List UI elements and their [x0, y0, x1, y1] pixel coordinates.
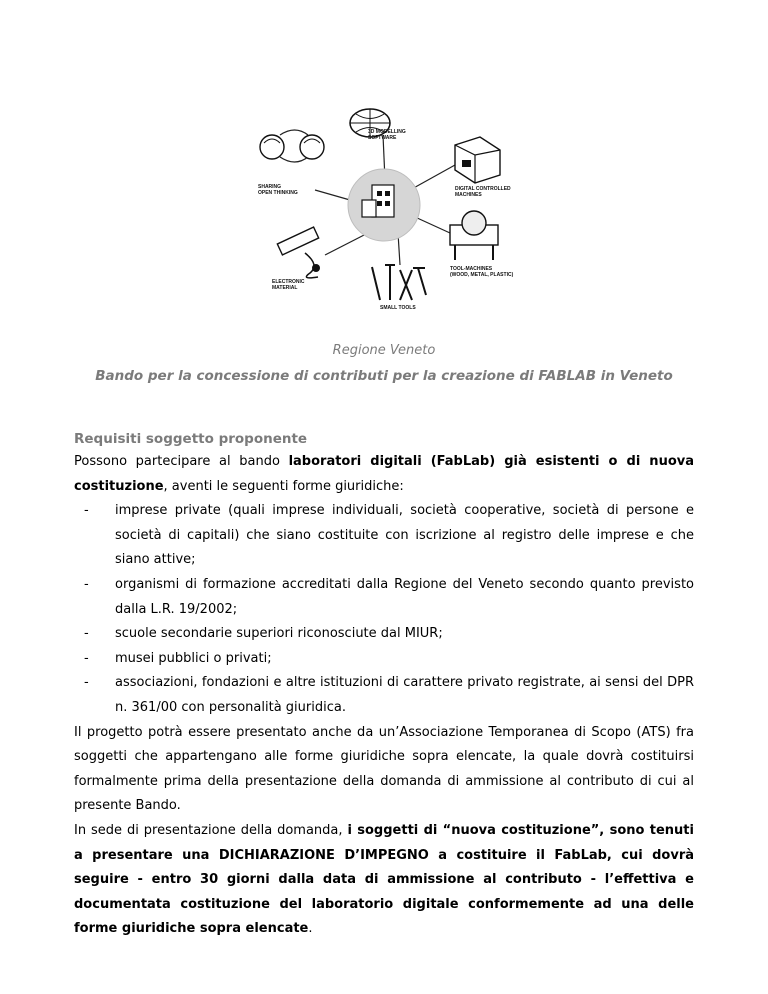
- list-item: [74, 622, 694, 647]
- intro-bold: laboratori digitali (FabLab) già esistenti o di nuova costituzione: [74, 454, 694, 494]
- label-3d-modelling: 3D MODELLING: [368, 129, 406, 135]
- label-tool-machines: TOOL-MACHINES: [450, 266, 493, 272]
- obligation-text-2: .: [308, 921, 313, 937]
- list-dash: -: [84, 576, 89, 592]
- list-dash: -: [84, 626, 89, 642]
- list-dash: -: [84, 675, 89, 691]
- list-item: [74, 647, 694, 672]
- eligible-entities-list: [74, 499, 694, 720]
- list-item-text: associazioni, fondazioni e altre istituzioni di carattere privato registrate, ai sensi del DPR n. 361/00 con personalità giuridica.: [115, 675, 694, 715]
- list-item-text: organismi di formazione accreditati dalla Regione del Veneto secondo quanto previsto dalla L.R. 19/2002;: [115, 576, 694, 617]
- label-digital-machines: DIGITAL CONTROLLED: [455, 186, 511, 192]
- electronic-material-icon: [277, 227, 320, 278]
- list-item: [74, 499, 694, 573]
- document-title: Bando per la concessione di contributi per la creazione di FABLAB in Veneto: [95, 368, 673, 384]
- label-3d-modelling-2: SOFTWARE: [368, 135, 397, 141]
- section-heading: Requisiti soggetto proponente: [74, 431, 308, 447]
- label-digital-machines-2: MACHINES: [455, 192, 482, 198]
- label-tool-machines-2: (WOOD, METAL, PLASTIC): [450, 272, 514, 278]
- list-item: [74, 573, 694, 622]
- label-small-tools: SMALL TOOLS: [380, 305, 416, 311]
- intro-text-1: Possono partecipare al bando: [74, 454, 289, 469]
- ats-paragraph: Il progetto potrà essere presentato anche da un’Associazione Temporanea di Scopo (ATS) fra soggetti che appartengano alle forme giuridiche sopra elencate, la quale dovrà costituirsi formalmente prima della presentazione della domanda di ammissione al contributo di cui al presente Bando.: [74, 724, 694, 814]
- fablab-diagram: [250, 105, 520, 315]
- list-item-text: imprese private (quali imprese individuali, società cooperative, società di persone e società di capitali) che siano costituite con iscrizione al registro delle imprese e che siano attive;: [115, 503, 694, 568]
- list-item: [74, 671, 694, 720]
- digital-machine-icon: [455, 137, 500, 183]
- label-sharing: SHARING: [258, 184, 282, 190]
- fablab-building-icon: [348, 169, 420, 241]
- label-electronic-2: MATERIAL: [272, 285, 298, 291]
- intro-text-2: , aventi le seguenti forme giuridiche:: [163, 478, 404, 494]
- fablab-diagram-illustration: [250, 105, 520, 315]
- region-heading: Regione Veneto: [332, 343, 436, 358]
- sharing-heads-icon: [260, 135, 324, 159]
- intro-paragraph: [74, 450, 694, 499]
- obligation-bold: i soggetti di “nuova costituzione”, sono tenuti a presentare una DICHIARAZIONE D’IMPEGNO a costituire il FabLab, cui dovrà seguire - entro 30 giorni dalla data di ammissione al contributo - l’effettiva e documentata costituzione del laboratorio digitale conformemente ad una delle forme giuridiche sopra elencate: [74, 822, 694, 937]
- section-body: [74, 450, 694, 942]
- label-electronic: ELECTRONIC: [272, 279, 305, 285]
- list-dash: -: [84, 650, 89, 666]
- tool-machine-icon: [450, 211, 498, 260]
- list-dash: -: [84, 503, 89, 519]
- small-tools-icon: [372, 265, 426, 300]
- list-item-text: scuole secondarie superiori riconosciute dal MIUR;: [115, 626, 443, 642]
- obligation-paragraph: [74, 819, 694, 942]
- obligation-text-1: In sede di presentazione della domanda,: [74, 822, 348, 838]
- label-sharing-2: OPEN THINKING: [258, 190, 298, 196]
- list-item-text: musei pubblici o privati;: [115, 650, 272, 666]
